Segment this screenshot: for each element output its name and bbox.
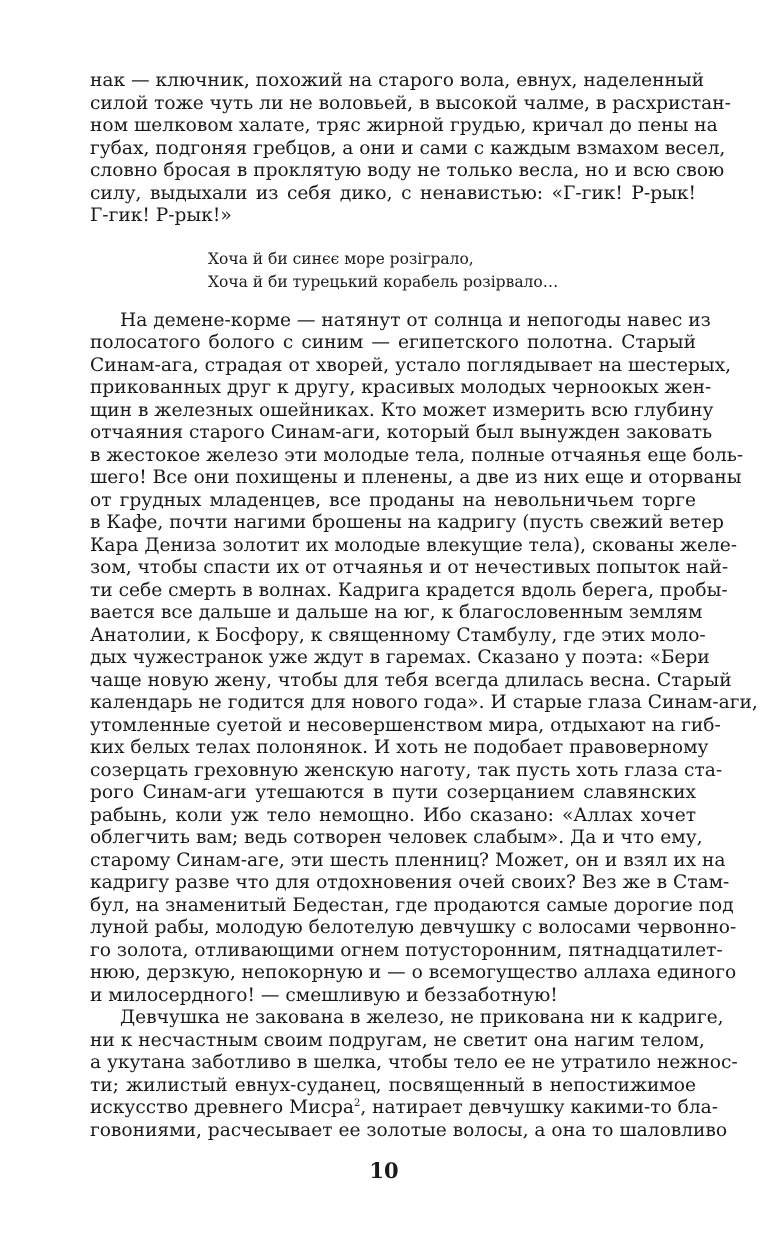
text-line: календарь не годится для нового года». И старые глаза Синам-аги, — [90, 692, 758, 713]
text-fragment: искусство древнего Мисра — [90, 1097, 354, 1118]
text-line: Кара Дениза золотит их молодые влекущие тела), скованы желе- — [90, 534, 738, 556]
text-line: облегчить вам; ведь сотворен человек слабым». Да и что ему, — [90, 827, 703, 848]
text-line: рого Синам-аги утешаются в пути созерцанием славянских — [90, 782, 696, 803]
text-line: Синам-ага, страдая от хворей, устало поглядывает на шестерых, — [90, 354, 732, 376]
text-line: Г-гик! Р-рык!» — [90, 205, 232, 226]
page-number: 10 — [369, 1158, 399, 1183]
text-line: силой тоже чуть ли не воловьей, в высокой чалме, в расхристан- — [90, 92, 731, 114]
text-line: вается все дальше и дальше на юг, к благословенным землям — [90, 602, 703, 623]
text-line: говониями, расчесывает ее золотые волосы, а она то шаловливо — [90, 1119, 728, 1141]
text-line: чаще новую жену, чтобы для тебя всегда длилась весна. Старый — [90, 669, 732, 691]
text-line: ни к несчастным своим подругам, не светит она нагим телом, — [90, 1029, 705, 1051]
text-line: от грудных младенцев, все проданы на невольничьем торге — [90, 489, 696, 511]
text-line: силу, выдыхали из себя дико, с ненавистью: «Г-гик! Р-рык! — [90, 182, 696, 204]
text-line: ти себе смерть в волнах. Кадрига крадется вдоль берега, пробы- — [90, 579, 728, 601]
text-line: луной рабы, молодую белотелую девчушку с волосами червонно- — [90, 917, 737, 938]
paragraph-continuation — [90, 70, 731, 228]
text-line: нак — ключник, похожий на старого вола, евнух, наделенный — [90, 70, 705, 91]
text-line — [90, 1097, 719, 1120]
verse-quote — [208, 248, 696, 294]
text-line: отчаяния старого Синам-аги, который был вынужден заковать — [90, 422, 713, 443]
text-line: Анатолии, к Босфору, к священному Стамбулу, где этих моло- — [90, 624, 706, 646]
text-line: губах, подгоняя гребцов, а они и сами с каждым взмахом весел, — [90, 137, 726, 159]
text-line: ти; жилистый евнух-суданец, посвященный в непостижимое — [90, 1074, 696, 1096]
text-fragment: , натирает девчушку какими-то бла- — [360, 1097, 719, 1118]
text-line: а укутана заботливо в шелка, чтобы тело ее не утратило нежнос- — [90, 1052, 738, 1073]
text-line: шего! Все они похищены и пленены, а две из них еще и оторваны — [90, 467, 742, 488]
book-page — [90, 70, 758, 1142]
text-line: старому Синам-аге, эти шесть пленниц? Может, он и взял их на — [90, 849, 726, 871]
text-line: ном шелковом халате, тряс жирной грудью, кричал до пены на — [90, 115, 718, 136]
text-line: полосатого болого с синим — египетского полотна. Старый — [90, 332, 696, 353]
text-line: рабынь, коли уж тело немощно. Ибо сказано: «Аллах хочет — [90, 804, 696, 826]
text-line: в жестокое железо эти молодые тела, полные отчаянья еще боль- — [90, 444, 744, 466]
text-line: На демене-корме — натянут от солнца и непогоды навес из — [120, 309, 711, 331]
text-line: словно бросая в проклятую воду не только весла, но и всю свою — [90, 160, 725, 181]
text-line: бул, на знаменитый Бедестан, где продаются самые дорогие под — [90, 894, 734, 916]
text-line: зом, чтобы спасти их от отчаянья и от нечестивых попыток най- — [90, 557, 729, 578]
text-line: дых чужестранок уже ждут в гаремах. Сказано у поэта: «Бери — [90, 647, 710, 668]
text-line: нюю, дерзкую, непокорную и — о всемогущество аллаха единого — [90, 962, 737, 983]
text-line: в Кафе, почти нагими брошены на кадригу (пусть свежий ветер — [90, 512, 724, 533]
text-line: ких белых телах полонянок. И хоть не подобает правоверному — [90, 737, 709, 758]
text-line: утомленные суетой и несовершенством мира, отдыхают на гиб- — [90, 714, 721, 736]
text-line: созерцать греховную женскую наготу, так пусть хоть глаза ста- — [90, 759, 723, 781]
footnote-marker[interactable]: 2 — [353, 1097, 361, 1109]
text-line: и милосердного! — смешливую и беззаботную! — [90, 984, 558, 1006]
text-line: щин в железных ошейниках. Кто может измерить всю глубину — [90, 399, 714, 421]
verse-line: Хоча й би синєє море розіграло, — [208, 249, 474, 268]
text-line: го золота, отливающими огнем потусторонним, пятнадцатилет- — [90, 939, 723, 961]
text-line: кадригу разве что для отдохновения очей своих? Вез же в Стам- — [90, 872, 730, 893]
text-line: Девчушка не закована в железо, не прикована ни к кадриге, — [120, 1007, 724, 1028]
text-line: прикованных друг к другу, красивых молодых черноокых жен- — [90, 377, 712, 398]
verse-line: Хоча й би турецький корабель розірвало… — [208, 272, 559, 291]
paragraph — [90, 1007, 738, 1142]
paragraph — [90, 309, 758, 1008]
